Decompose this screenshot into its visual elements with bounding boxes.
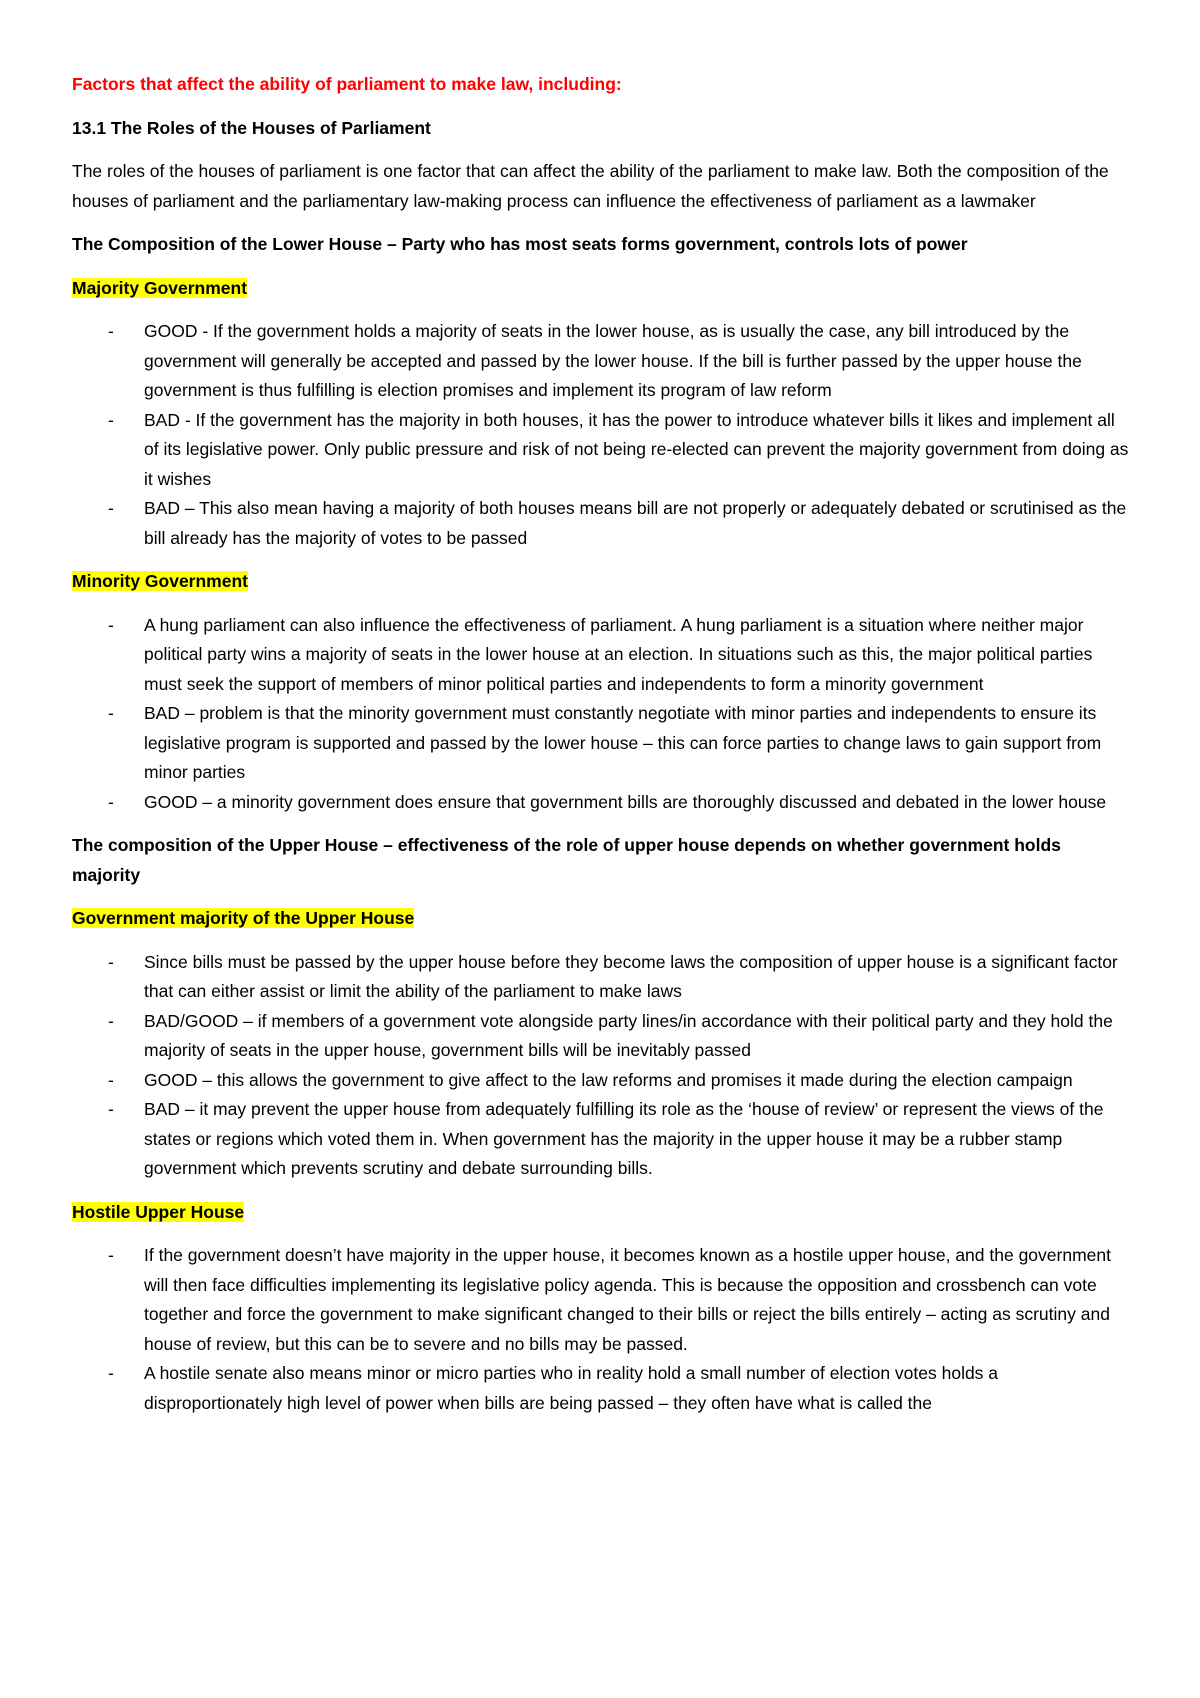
list-item-text: GOOD - If the government holds a majority of seats in the lower house, as is usually the case, any bill introduced by the government will generally be accepted and passed by the lower house. If the bill is further passed by the upper house the government is thus fulfilling is election promises and implement its program of law reform <box>144 321 1082 400</box>
dash-bullet-icon: - <box>108 1069 114 1090</box>
dash-bullet-icon: - <box>108 614 114 635</box>
dash-bullet-icon: - <box>108 791 114 812</box>
document-title: Factors that affect the ability of parliament to make law, including: <box>72 74 622 94</box>
dash-bullet-icon: - <box>108 1363 114 1383</box>
minority-government-label-row <box>72 567 1132 597</box>
list-item-text: If the government doesn’t have majority in the upper house, it becomes known as a hostile upper house, and the government will then face difficulties implementing its legislative policy agenda. This is because the opposition and crossbench can vote together and force the government to make significant changed to their bills or reject the bills entirely – acting as scrutiny and house of review, but this can be to severe and no bills may be passed. <box>144 1245 1111 1354</box>
hostile-upper-house-label: Hostile Upper House <box>72 1201 245 1222</box>
majority-government-label-row <box>72 274 1132 304</box>
list-item <box>72 1359 1132 1418</box>
hostile-upper-house-list <box>72 1241 1132 1418</box>
majority-government-list <box>72 317 1132 553</box>
list-item-text: Since bills must be passed by the upper house before they become laws the composition of upper house is a significant factor that can either assist or limit the ability of the parliament to make laws <box>144 951 1118 1001</box>
list-item <box>72 948 1132 1007</box>
majority-government-label: Majority Government <box>72 277 248 298</box>
list-item <box>72 1241 1132 1359</box>
list-item-text: BAD/GOOD – if members of a government vote alongside party lines/in accordance with their political party and they hold the majority of seats in the upper house, government bills will be inevitably passed <box>144 1010 1113 1060</box>
list-item-text: BAD – it may prevent the upper house from adequately fulfilling its role as the ‘house of review’ or represent the views of the states or regions which voted them in. When government has the majority in the upper house it may be a rubber stamp government which prevents scrutiny and debate surrounding bills. <box>144 1099 1104 1178</box>
minority-government-label: Minority Government <box>72 571 248 591</box>
gov-majority-label-row <box>72 904 1132 934</box>
upper-house-heading: The composition of the Upper House – effectiveness of the role of upper house depends on whether government holds majority <box>72 835 1061 885</box>
list-item-text: GOOD – a minority government does ensure that government bills are thoroughly discussed and debated in the lower house <box>144 791 1107 812</box>
list-item <box>72 1095 1132 1184</box>
list-item-text: BAD - If the government has the majority in both houses, it has the power to introduce whatever bills it likes and implement all of its legislative power. Only public pressure and risk of not being re-elected can prevent the majority government from doing as it wishes <box>144 409 1129 489</box>
dash-bullet-icon: - <box>108 1099 114 1119</box>
dash-bullet-icon: - <box>108 409 114 430</box>
dash-bullet-icon: - <box>108 951 114 972</box>
list-item <box>72 699 1132 788</box>
dash-bullet-icon: - <box>108 1010 114 1031</box>
gov-majority-upper-house-label: Government majority of the Upper House <box>72 908 415 928</box>
hostile-upper-house-label-row <box>72 1198 1132 1228</box>
dash-bullet-icon: - <box>108 321 114 341</box>
list-item <box>72 406 1132 495</box>
list-item <box>72 1007 1132 1066</box>
minority-government-list <box>72 611 1132 818</box>
list-item-text: BAD – problem is that the minority government must constantly negotiate with minor parties and independents to ensure its legislative program is supported and passed by the lower house – this can force parties to change laws to gain support from minor parties <box>144 703 1102 782</box>
gov-majority-upper-house-list <box>72 948 1132 1184</box>
lower-house-heading: The Composition of the Lower House – Party who has most seats forms government, controls lots of power <box>72 234 968 254</box>
list-item-text: A hostile senate also means minor or micro parties who in reality hold a small number of election votes holds a disproportionately high level of power when bills are being passed – they often have what is called the <box>144 1363 999 1413</box>
dash-bullet-icon: - <box>108 498 114 518</box>
section-heading: 13.1 The Roles of the Houses of Parliament <box>72 117 431 138</box>
dash-bullet-icon: - <box>108 703 114 723</box>
list-item-text: BAD – This also mean having a majority of both houses means bill are not properly or adequately debated or scrutinised as the bill already has the majority of votes to be passed <box>144 498 1127 548</box>
document-page <box>72 70 1132 1432</box>
list-item <box>72 317 1132 406</box>
list-item-text: A hung parliament can also influence the effectiveness of parliament. A hung parliament is a situation where neither major political party wins a majority of seats in the lower house at an election. In situations such as this, the major political parties must seek the support of members of minor political parties and independents to form a minority government <box>144 614 1093 694</box>
list-item <box>72 1066 1132 1096</box>
list-item-text: GOOD – this allows the government to give affect to the law reforms and promises it made during the election campaign <box>144 1069 1073 1090</box>
list-item <box>72 611 1132 700</box>
list-item <box>72 494 1132 553</box>
list-item <box>72 788 1132 818</box>
intro-paragraph: The roles of the houses of parliament is one factor that can affect the ability of the parliament to make law. Both the composition of the houses of parliament and the parliamentary law-making process can influence the effectiveness of parliament as a lawmaker <box>72 161 1109 211</box>
dash-bullet-icon: - <box>108 1245 114 1265</box>
